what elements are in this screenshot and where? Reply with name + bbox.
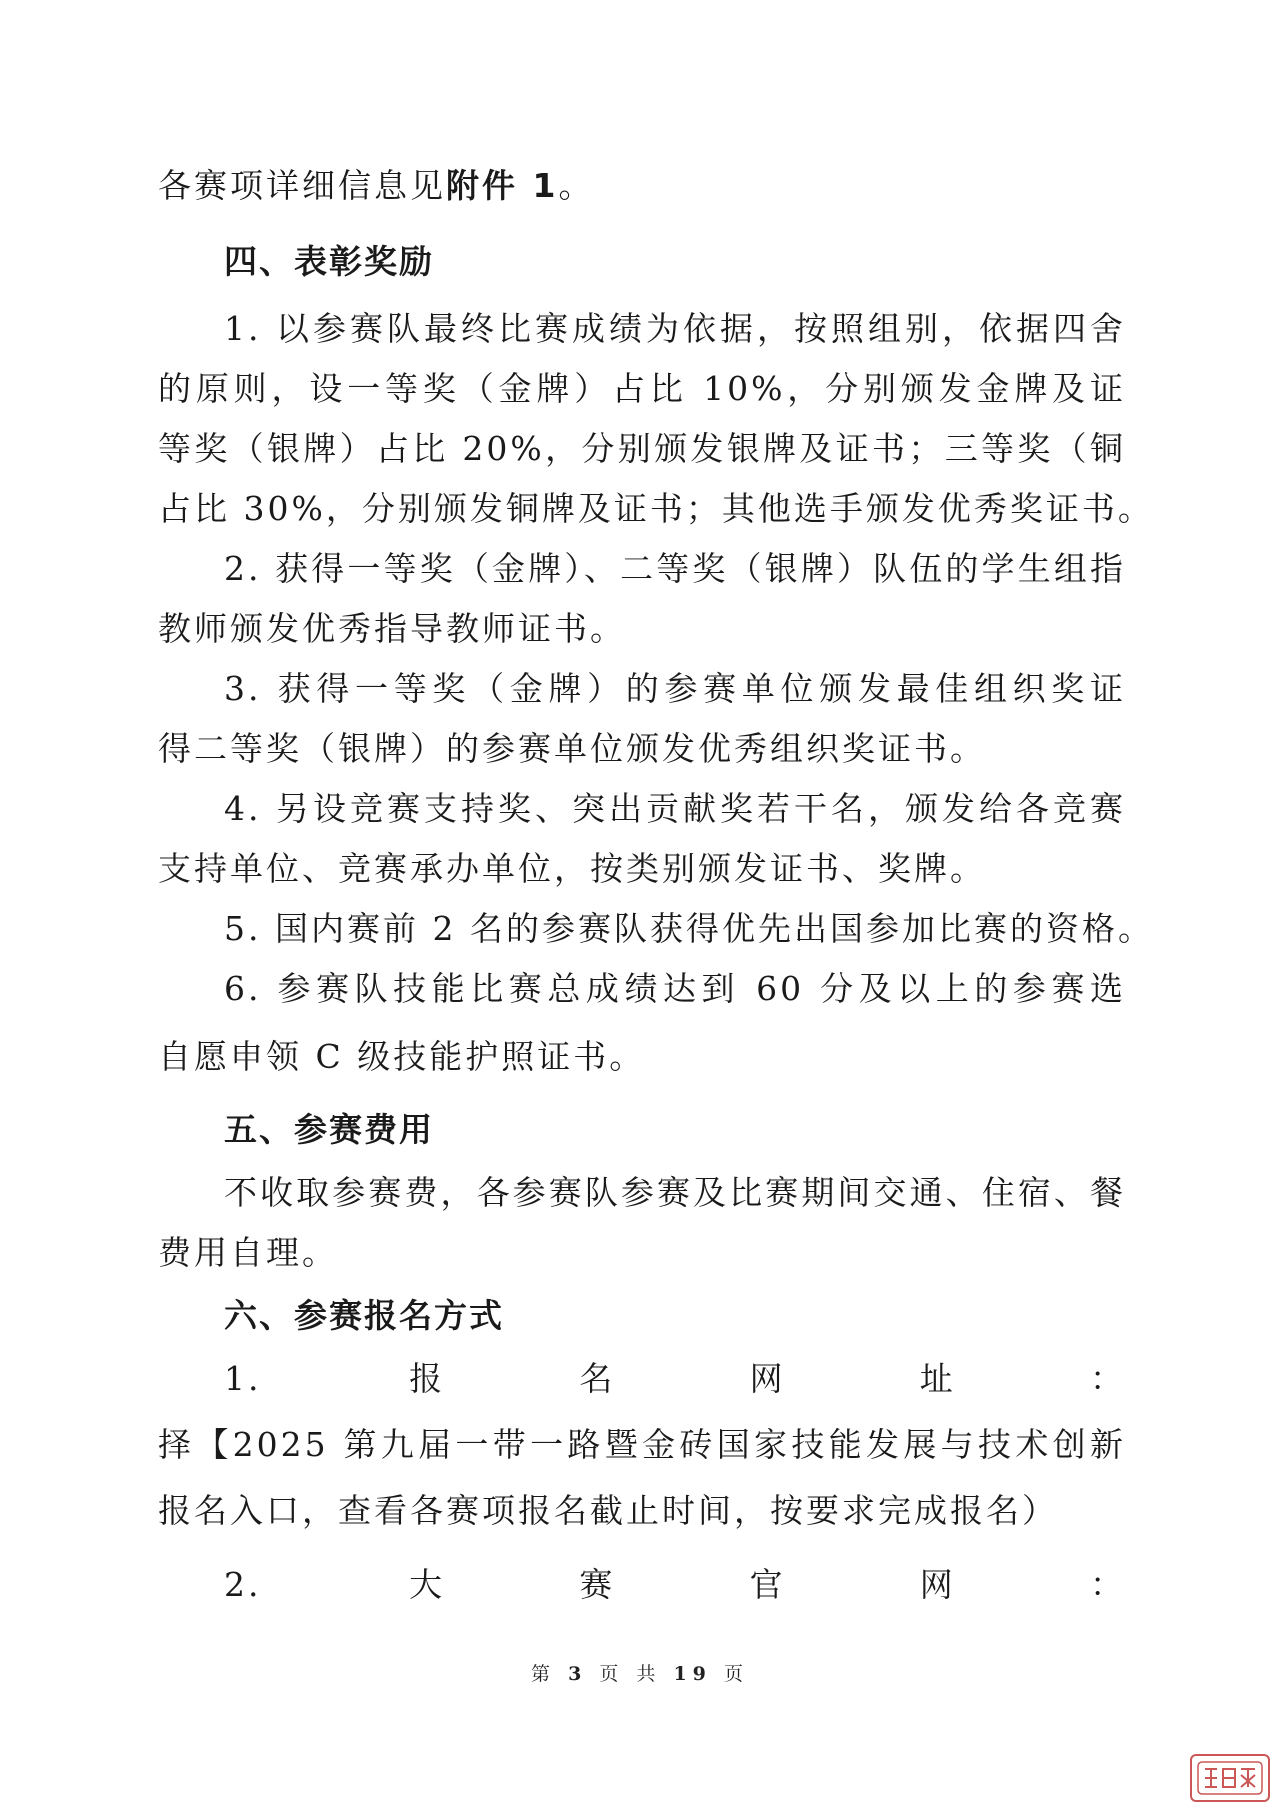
text-line: 自愿申领 C 级技能护照证书。 bbox=[158, 1037, 646, 1076]
text-segment: 各赛项详细信息见 bbox=[158, 166, 446, 205]
page-prefix: 第 bbox=[531, 1663, 557, 1685]
text-line: 等奖（银牌）占比 20%，分别颁发银牌及证书；三等奖（铜 bbox=[158, 429, 1126, 468]
text-line: 报名入口，查看各赛项报名截止时间，按要求完成报名） bbox=[158, 1491, 1058, 1530]
text-line: 得二等奖（银牌）的参赛单位颁发优秀组织奖证书。 bbox=[158, 729, 986, 768]
total-pages: 19 bbox=[673, 1663, 712, 1685]
text-line: 教师颁发优秀指导教师证书。 bbox=[158, 609, 626, 648]
section-heading-registration: 六、参赛报名方式 bbox=[224, 1296, 504, 1335]
watermark-seal-icon bbox=[1190, 1754, 1270, 1802]
page-mid: 页 共 bbox=[599, 1663, 662, 1685]
attachment-reference: 附件 1 bbox=[446, 166, 559, 205]
text-line: 1. 以参赛队最终比赛成绩为依据，按照组别，依据四舍 bbox=[224, 309, 1126, 348]
text-line: 3. 获得一等奖（金牌）的参赛单位颁发最佳组织奖证 bbox=[224, 669, 1126, 708]
page-suffix: 页 bbox=[723, 1663, 749, 1685]
text-line: 2. 获得一等奖（金牌）、二等奖（银牌）队伍的学生组指 bbox=[224, 549, 1126, 588]
official-site-line: 2. 大赛官网： bbox=[224, 1565, 1126, 1604]
text-line: 择【2025 第九届一带一路暨金砖国家技能发展与技术创新 bbox=[158, 1425, 1126, 1464]
text-line: 的原则，设一等奖（金牌）占比 10%，分别颁发金牌及证 bbox=[158, 369, 1126, 408]
registration-url-line: 1. 报名网址： bbox=[224, 1359, 1126, 1398]
text-line bbox=[158, 164, 1126, 208]
text-line: 不收取参赛费，各参赛队参赛及比赛期间交通、住宿、餐 bbox=[224, 1173, 1126, 1212]
page-number bbox=[0, 1659, 1280, 1686]
text-line: 支持单位、竞赛承办单位，按类别颁发证书、奖牌。 bbox=[158, 849, 986, 888]
text-line: 5. 国内赛前 2 名的参赛队获得优先出国参加比赛的资格。 bbox=[224, 909, 1154, 948]
text-line: 占比 30%，分别颁发铜牌及证书；其他选手颁发优秀奖证书。 bbox=[158, 489, 1154, 528]
section-heading-fees: 五、参赛费用 bbox=[224, 1110, 434, 1149]
section-heading-awards: 四、表彰奖励 bbox=[224, 242, 434, 281]
text-segment: 。 bbox=[558, 166, 595, 205]
text-line: 6. 参赛队技能比赛总成绩达到 60 分及以上的参赛选 bbox=[224, 969, 1126, 1008]
text-line: 费用自理。 bbox=[158, 1233, 338, 1272]
current-page: 3 bbox=[568, 1663, 588, 1685]
text-line: 4. 另设竞赛支持奖、突出贡献奖若干名，颁发给各竞赛 bbox=[224, 789, 1126, 828]
